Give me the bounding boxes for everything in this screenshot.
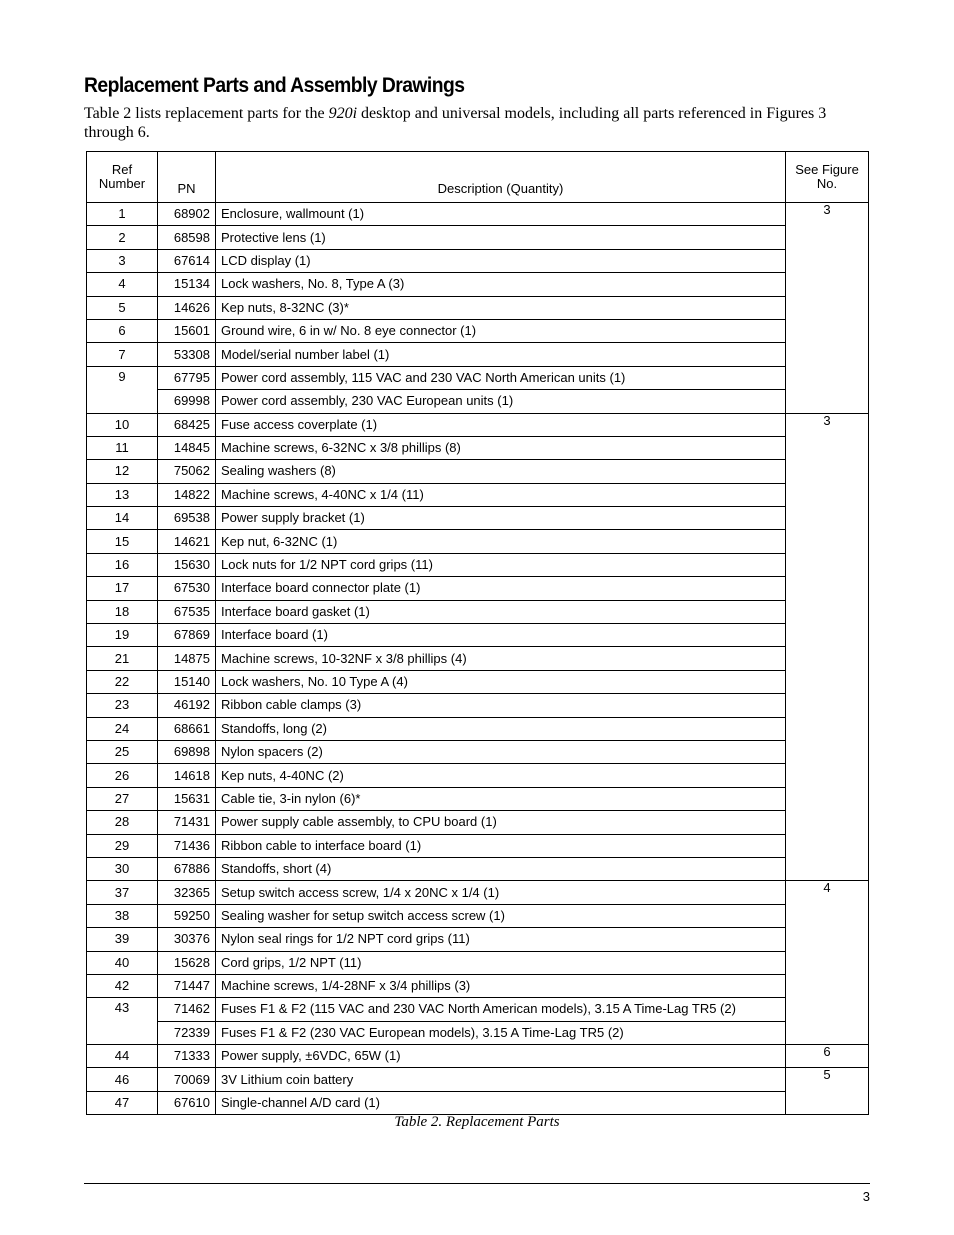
table-row [87, 600, 869, 623]
part-number-cell: 67610 [158, 1091, 216, 1114]
part-number-cell: 68902 [158, 203, 216, 226]
ref-number-cell: 10 [87, 413, 158, 436]
part-number-cell: 30376 [158, 928, 216, 951]
table-row [87, 366, 869, 389]
part-number-cell: 67530 [158, 577, 216, 600]
table-row [87, 974, 869, 997]
description-cell: Interface board (1) [216, 624, 786, 647]
table-row [87, 203, 869, 226]
see-figure-cell: 4 [786, 881, 869, 1045]
description-cell: Lock nuts for 1/2 NPT cord grips (11) [216, 553, 786, 576]
intro-text-start: Table 2 lists replacement parts for the [84, 105, 329, 122]
part-number-cell: 14618 [158, 764, 216, 787]
ref-number-cell: 30 [87, 857, 158, 880]
part-number-cell: 15601 [158, 319, 216, 342]
ref-number-cell: 24 [87, 717, 158, 740]
ref-number-cell: 3 [87, 249, 158, 272]
table-row [87, 834, 869, 857]
description-cell: Fuses F1 & F2 (230 VAC European models), 3.15 A Time-Lag TR5 (2) [216, 1021, 786, 1044]
description-cell: Power supply cable assembly, to CPU board (1) [216, 811, 786, 834]
table-header-row [87, 152, 869, 203]
table-row [87, 273, 869, 296]
ref-number-cell: 22 [87, 670, 158, 693]
ref-number-cell: 38 [87, 904, 158, 927]
footer-rule [84, 1183, 870, 1184]
description-cell: Ribbon cable to interface board (1) [216, 834, 786, 857]
ref-number-cell: 5 [87, 296, 158, 319]
part-number-cell: 71462 [158, 998, 216, 1021]
part-number-cell: 67869 [158, 624, 216, 647]
part-number-cell: 72339 [158, 1021, 216, 1044]
description-cell: Machine screws, 4-40NC x 1/4 (11) [216, 483, 786, 506]
model-name: 920i [328, 105, 358, 122]
ref-number-cell: 23 [87, 694, 158, 717]
part-number-cell: 15630 [158, 553, 216, 576]
ref-number-cell: 13 [87, 483, 158, 506]
see-figure-cell: 5 [786, 1068, 869, 1115]
table-row [87, 647, 869, 670]
part-number-cell: 69998 [158, 390, 216, 413]
table-row [87, 577, 869, 600]
ref-number-cell: 39 [87, 928, 158, 951]
part-number-cell: 69898 [158, 740, 216, 763]
table-row [87, 904, 869, 927]
header-pn: PN [158, 152, 216, 203]
table-row [87, 507, 869, 530]
description-cell: Sealing washers (8) [216, 460, 786, 483]
part-number-cell: 15631 [158, 787, 216, 810]
part-number-cell: 71447 [158, 974, 216, 997]
ref-number-cell: 46 [87, 1068, 158, 1091]
part-number-cell: 15628 [158, 951, 216, 974]
description-cell: Ground wire, 6 in w/ No. 8 eye connector (1) [216, 319, 786, 342]
table-row [87, 811, 869, 834]
table-row [87, 740, 869, 763]
intro-text-end: desktop and universal models, including all parts referenced in Figures 3 through 6. [84, 105, 827, 141]
ref-number-cell: 7 [87, 343, 158, 366]
table-row [87, 390, 869, 413]
description-cell: Machine screws, 6-32NC x 3/8 phillips (8) [216, 436, 786, 459]
section-heading: Replacement Parts and Assembly Drawings [84, 74, 465, 97]
table-row [87, 530, 869, 553]
ref-number-cell: 15 [87, 530, 158, 553]
description-cell: LCD display (1) [216, 249, 786, 272]
ref-number-cell: 1 [87, 203, 158, 226]
ref-number-cell: 19 [87, 624, 158, 647]
see-figure-cell: 3 [786, 413, 869, 881]
table-row [87, 951, 869, 974]
description-cell: Kep nuts, 8-32NC (3)* [216, 296, 786, 319]
table-row [87, 1068, 869, 1091]
part-number-cell: 68598 [158, 226, 216, 249]
part-number-cell: 14621 [158, 530, 216, 553]
part-number-cell: 68425 [158, 413, 216, 436]
part-number-cell: 68661 [158, 717, 216, 740]
table-row [87, 787, 869, 810]
table-row [87, 460, 869, 483]
description-cell: Machine screws, 10-32NF x 3/8 phillips (4) [216, 647, 786, 670]
table-row [87, 343, 869, 366]
table-row [87, 857, 869, 880]
description-cell: Cord grips, 1/2 NPT (11) [216, 951, 786, 974]
table-row [87, 624, 869, 647]
description-cell: Ribbon cable clamps (3) [216, 694, 786, 717]
part-number-cell: 14626 [158, 296, 216, 319]
description-cell: Standoffs, long (2) [216, 717, 786, 740]
description-cell: Lock washers, No. 8, Type A (3) [216, 273, 786, 296]
table-caption: Table 2. Replacement Parts [394, 1114, 560, 1130]
ref-number-cell: 9 [87, 366, 158, 413]
table-row [87, 694, 869, 717]
ref-number-cell: 44 [87, 1045, 158, 1068]
part-number-cell: 15134 [158, 273, 216, 296]
ref-number-cell: 37 [87, 881, 158, 904]
ref-number-cell: 4 [87, 273, 158, 296]
ref-number-cell: 43 [87, 998, 158, 1045]
ref-number-cell: 47 [87, 1091, 158, 1114]
part-number-cell: 69538 [158, 507, 216, 530]
description-cell: Interface board connector plate (1) [216, 577, 786, 600]
description-cell: Lock washers, No. 10 Type A (4) [216, 670, 786, 693]
ref-number-cell: 6 [87, 319, 158, 342]
ref-number-cell: 21 [87, 647, 158, 670]
description-cell: Interface board gasket (1) [216, 600, 786, 623]
ref-number-cell: 18 [87, 600, 158, 623]
see-figure-cell: 6 [786, 1045, 869, 1068]
description-cell: Protective lens (1) [216, 226, 786, 249]
description-cell: Kep nuts, 4-40NC (2) [216, 764, 786, 787]
description-cell: Model/serial number label (1) [216, 343, 786, 366]
header-see-figure: See Figure No. [786, 152, 869, 203]
ref-number-cell: 25 [87, 740, 158, 763]
description-cell: Enclosure, wallmount (1) [216, 203, 786, 226]
intro-paragraph [84, 104, 874, 142]
ref-number-cell: 16 [87, 553, 158, 576]
description-cell: Power cord assembly, 230 VAC European units (1) [216, 390, 786, 413]
table-row [87, 717, 869, 740]
ref-number-cell: 42 [87, 974, 158, 997]
table-row [87, 998, 869, 1021]
ref-number-cell: 11 [87, 436, 158, 459]
part-number-cell: 71333 [158, 1045, 216, 1068]
description-cell: Kep nut, 6-32NC (1) [216, 530, 786, 553]
ref-number-cell: 29 [87, 834, 158, 857]
description-cell: Setup switch access screw, 1/4 x 20NC x 1/4 (1) [216, 881, 786, 904]
part-number-cell: 14875 [158, 647, 216, 670]
description-cell: Single-channel A/D card (1) [216, 1091, 786, 1114]
part-number-cell: 67795 [158, 366, 216, 389]
description-cell: 3V Lithium coin battery [216, 1068, 786, 1091]
part-number-cell: 67886 [158, 857, 216, 880]
table-row [87, 670, 869, 693]
table-row [87, 1091, 869, 1114]
table-row [87, 881, 869, 904]
description-cell: Standoffs, short (4) [216, 857, 786, 880]
description-cell: Power cord assembly, 115 VAC and 230 VAC North American units (1) [216, 366, 786, 389]
table-row [87, 226, 869, 249]
table-row [87, 764, 869, 787]
description-cell: Power supply bracket (1) [216, 507, 786, 530]
table-row [87, 436, 869, 459]
ref-number-cell: 12 [87, 460, 158, 483]
replacement-parts-table [86, 151, 869, 1115]
description-cell: Nylon spacers (2) [216, 740, 786, 763]
table-row [87, 413, 869, 436]
part-number-cell: 67614 [158, 249, 216, 272]
part-number-cell: 59250 [158, 904, 216, 927]
ref-number-cell: 17 [87, 577, 158, 600]
ref-number-cell: 40 [87, 951, 158, 974]
part-number-cell: 15140 [158, 670, 216, 693]
page-number: 3 [862, 1189, 870, 1204]
ref-number-cell: 27 [87, 787, 158, 810]
description-cell: Machine screws, 1/4-28NF x 3/4 phillips (3) [216, 974, 786, 997]
table-row [87, 249, 869, 272]
description-cell: Fuses F1 & F2 (115 VAC and 230 VAC North American models), 3.15 A Time-Lag TR5 (2) [216, 998, 786, 1021]
table-row [87, 483, 869, 506]
table-body [87, 203, 869, 1115]
part-number-cell: 46192 [158, 694, 216, 717]
header-ref-number: Ref Number [87, 152, 158, 203]
description-cell: Fuse access coverplate (1) [216, 413, 786, 436]
part-number-cell: 67535 [158, 600, 216, 623]
table-row [87, 928, 869, 951]
table-row [87, 1021, 869, 1044]
part-number-cell: 14822 [158, 483, 216, 506]
ref-number-cell: 26 [87, 764, 158, 787]
table-row [87, 319, 869, 342]
ref-number-cell: 2 [87, 226, 158, 249]
description-cell: Power supply, ±6VDC, 65W (1) [216, 1045, 786, 1068]
description-cell: Nylon seal rings for 1/2 NPT cord grips (11) [216, 928, 786, 951]
description-cell: Cable tie, 3-in nylon (6)* [216, 787, 786, 810]
table-row [87, 553, 869, 576]
description-cell: Sealing washer for setup switch access screw (1) [216, 904, 786, 927]
part-number-cell: 71431 [158, 811, 216, 834]
table-row [87, 296, 869, 319]
table-row [87, 1045, 869, 1068]
part-number-cell: 71436 [158, 834, 216, 857]
header-description: Description (Quantity) [216, 152, 786, 203]
see-figure-cell: 3 [786, 203, 869, 414]
part-number-cell: 75062 [158, 460, 216, 483]
part-number-cell: 14845 [158, 436, 216, 459]
part-number-cell: 32365 [158, 881, 216, 904]
ref-number-cell: 14 [87, 507, 158, 530]
ref-number-cell: 28 [87, 811, 158, 834]
part-number-cell: 70069 [158, 1068, 216, 1091]
part-number-cell: 53308 [158, 343, 216, 366]
